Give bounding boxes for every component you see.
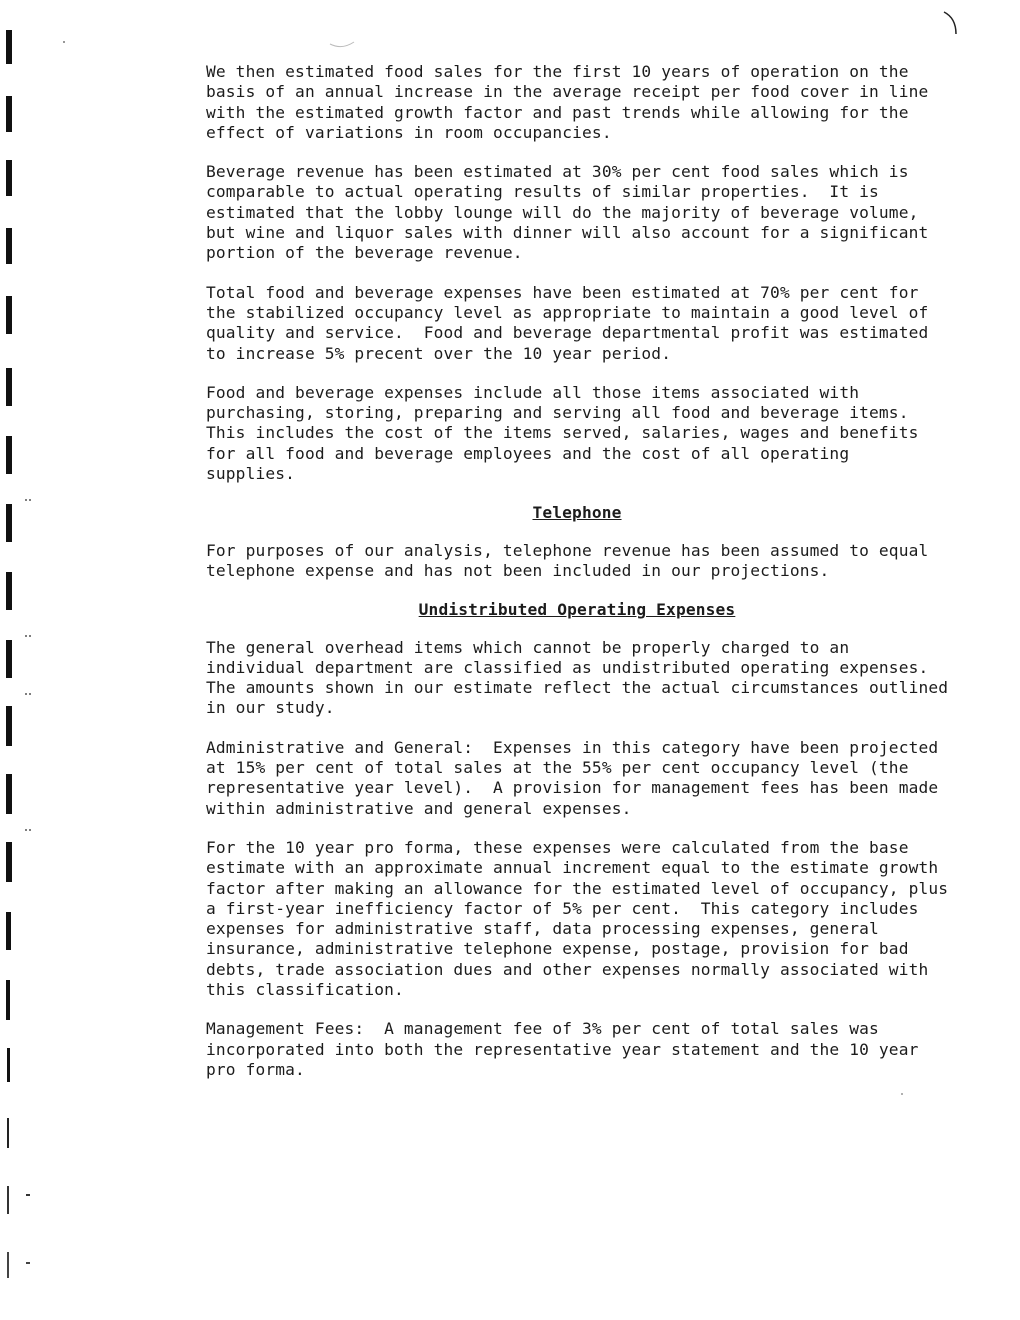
heading-telephone: Telephone (532, 503, 622, 523)
paragraph-management-fees: Management Fees: A management fee of 3% per cent of total sales was incorporated into both the representative year statement and the 10 year pro forma. (206, 1019, 919, 1079)
body-text (206, 62, 976, 1099)
paragraph-food-beverage-expenses-estimate: Total food and beverage expenses have been estimated at 70% per cent for the stabilized occupancy level as appropriate to maintain a good level of quality and service. Food and beverage departmental profit was estimated to increase 5% precent over the 10 year period. (206, 282, 929, 363)
paragraph-beverage-revenue: Beverage revenue has been estimated at 30% per cent food sales which is comparable to actual operating results of similar properties. It is estimated that the lobby lounge will do the majority of beverage volume, but wine and liquor sales with dinner will also account for a significant portion of the beverage revenue. (206, 162, 929, 263)
heading-undistributed-operating-expenses: Undistributed Operating Expenses (418, 600, 736, 620)
binding-hole-marks (0, 0, 40, 1320)
paragraph-administrative-general: Administrative and General: Expenses in this category have been projected at 15% per cent of total sales at the 55% per cent occupancy level (the representative year level). A provision for management fees has been made within administrative and general expenses. (206, 737, 939, 818)
paragraph-pro-forma: For the 10 year pro forma, these expenses were calculated from the base estimate with an approximate annual increment equal to the estimate growth factor after making an allowance for the estimated level of occupancy, plus a first-year inefficiency factor of 5% per cent. This category includes expenses for administrative staff, data processing expenses, general insurance, administrative telephone expense, postage, provision for bad debts, trade association dues and other expenses normally associated with this classification. (206, 837, 949, 999)
paragraph-food-sales: We then estimated food sales for the first 10 years of operation on the basis of an annual increase in the average receipt per food cover in line with the estimated growth factor and past trends while allowing for the effect of variations in room occupancies. (206, 62, 929, 142)
paragraph-telephone: For purposes of our analysis, telephone revenue has been assumed to equal telephone expense and has not been included in our projections. (206, 540, 929, 580)
paragraph-food-beverage-expenses-definition: Food and beverage expenses include all those items associated with purchasing, storing, preparing and serving all food and beverage items. This includes the cost of the items served, salaries, wages and benefits for all food and beverage employees and the cost of all operating supplies. (206, 382, 919, 484)
paragraph-general-overhead: The general overhead items which cannot be properly charged to an individual department are classified as undistributed operating expenses. The amounts shown in our estimate reflect the actual circumstances outlined in our study. (206, 637, 949, 718)
